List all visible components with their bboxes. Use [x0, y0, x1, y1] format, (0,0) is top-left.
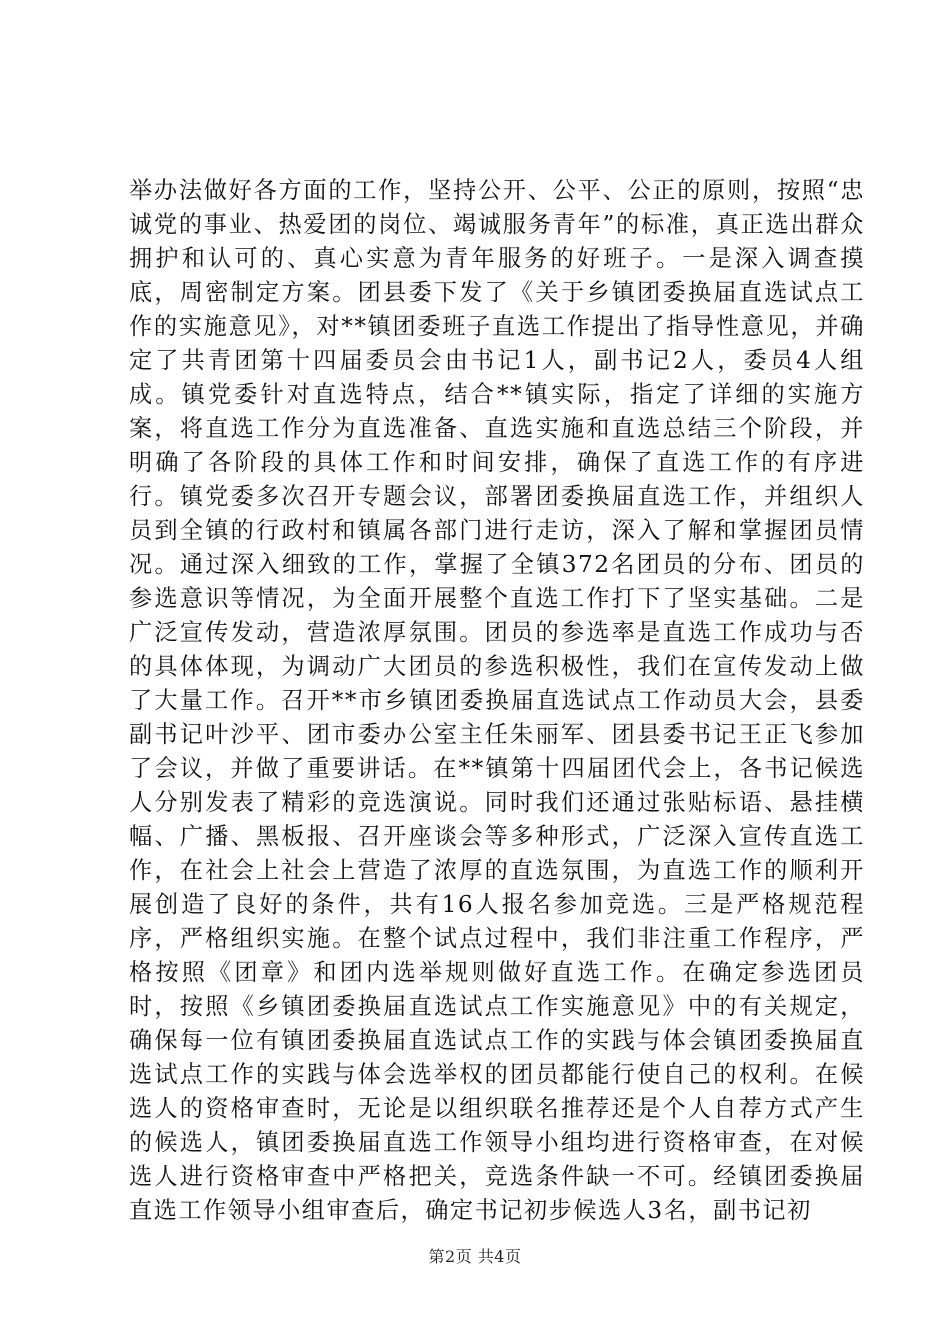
page-number-footer: 第2页 共4页: [428, 1247, 522, 1266]
body-paragraph: 举办法做好各方面的工作，坚持公开、公平、公正的原则，按照“忠诚党的事业、热爱团的岗位、竭诚服务青年”的标准，真正选出群众拥护和认可的、真心实意为青年服务的好班子。一是深入调查摸底，周密制定方案。团县委下发了《关于乡镇团委换届直选试点工作的实施意见》，对**镇团委班子直选工作提出了指导性意见，并确定了共青团第十四届委员会由书记1人，副书记2人，委员4人组成。镇党委针对直选特点，结合**镇实际，指定了详细的实施方案，将直选工作分为直选准备、直选实施和直选总结三个阶段，并明确了各阶段的具体工作和时间安排，确保了直选工作的有序进行。镇党委多次召开专题会议，部署团委换届直选工作，并组织人员到全镇的行政村和镇属各部门进行走访，深入了解和掌握团员情况。通过深入细致的工作，掌握了全镇372名团员的分布、团员的参选意识等情况，为全面开展整个直选工作打下了坚实基础。二是广泛宣传发动，营造浓厚氛围。团员的参选率是直选工作成功与否的具体体现，为调动广大团员的参选积极性，我们在宣传发动上做了大量工作。召开**市乡镇团委换届直选试点工作动员大会，县委副书记叶沙平、团市委办公室主任朱丽军、团县委书记王正飞参加了会议，并做了重要讲话。在**镇第十四届团代会上，各书记候选人分别发表了精彩的竞选演说。同时我们还通过张贴标语、悬挂横幅、广播、黑板报、召开座谈会等多种形式，广泛深入宣传直选工作，在社会上社会上营造了浓厚的直选氛围，为直选工作的顺利开展创造了良好的条件，共有16人报名参加竞选。三是严格规范程序，严格组织实施。在整个试点过程中，我们非注重工作程序，严格按照《团章》和团内选举规则做好直选工作。在确定参选团员时，按照《乡镇团委换届直选试点工作实施意见》中的有关规定，确保每一位有镇团委换届直选试点工作的实践与体会镇团委换届直选试点工作的实践与体会选举权的团员都能行使自己的权利。在候选人的资格审查时，无论是以组织联名推荐还是个人自荐方式产生的候选人，镇团委换届直选工作领导小组均进行资格审查，在对候选人进行资格审查中严格把关，竞选条件缺一不可。经镇团委换届直选工作领导小组审查后，确定书记初步候选人3名，副书记初: [129, 177, 865, 1224]
